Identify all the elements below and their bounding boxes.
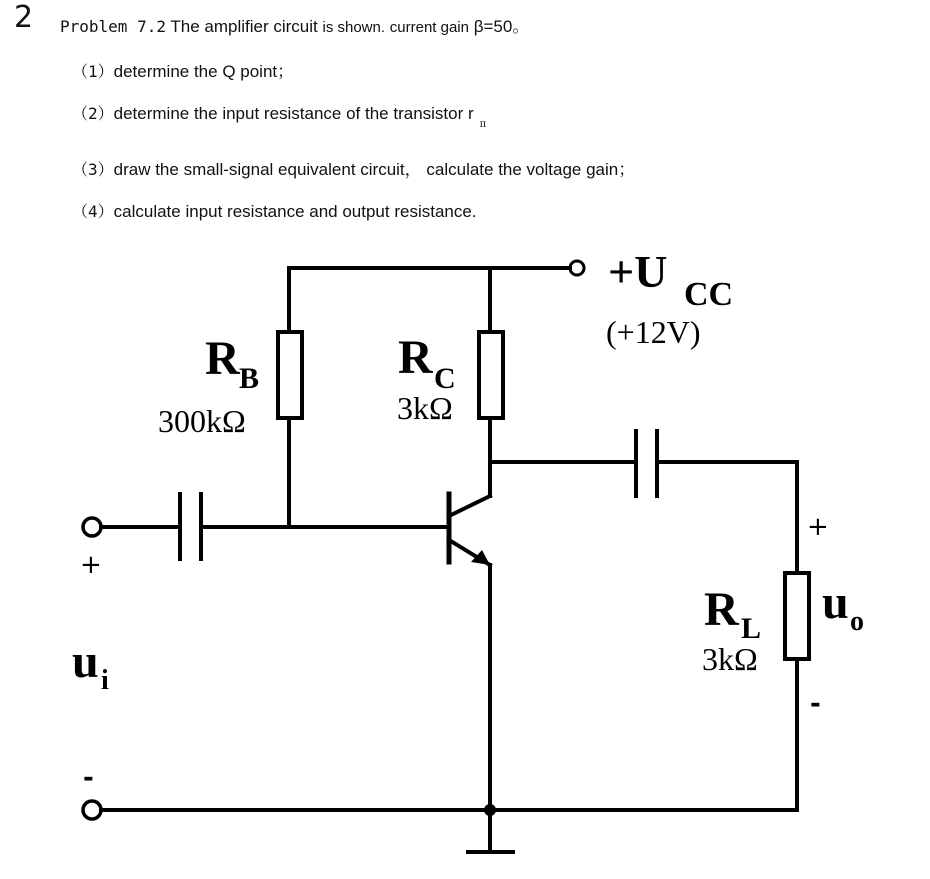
supply-subscript: CC (684, 276, 734, 313)
current-gain-label: current gain (389, 19, 469, 36)
output-plus: + (807, 512, 829, 542)
question-4-index: （4） (72, 202, 114, 221)
rb-resistor (278, 332, 302, 418)
rl-value: 3kΩ (702, 641, 758, 677)
input-terminal-top (83, 518, 101, 536)
problem-is-shown: is shown. (322, 19, 386, 36)
output-voltage-label: u (822, 576, 849, 629)
question-3-index: （3） (72, 160, 114, 179)
supply-label: +U (608, 246, 668, 297)
input-minus: - (83, 763, 94, 793)
problem-intro: The amplifier circuit (170, 17, 318, 36)
input-voltage-subscript: i (101, 665, 109, 696)
input-plus: + (80, 550, 102, 580)
problem-label: Problem 7.2 (60, 17, 166, 36)
rl-label: R (704, 583, 739, 636)
input-terminal-bottom (83, 801, 101, 819)
rc-resistor (479, 332, 503, 418)
question-2-text: determine the input resistance of the transistor r (113, 104, 474, 123)
beta-value: β=50。 (473, 17, 530, 36)
transistor-collector (449, 496, 490, 516)
rc-value: 3kΩ (397, 390, 453, 426)
rb-subscript: B (239, 362, 260, 395)
rc-subscript: C (434, 362, 456, 395)
question-2-index: （2） (72, 104, 114, 123)
supply-terminal (570, 261, 584, 275)
rl-subscript: L (741, 612, 762, 645)
problem-number: 2 (14, 0, 34, 35)
rb-label: R (205, 332, 240, 385)
question-3-text: draw the small-signal equivalent circuit， calculate the voltage gain； (113, 160, 636, 179)
question-1-index: （1） (72, 62, 114, 81)
rc-label: R (398, 331, 433, 384)
question-1-text: determine the Q point； (113, 62, 295, 81)
output-minus: - (810, 689, 821, 719)
question-4-text: calculate input resistance and output resistance. (113, 202, 477, 221)
input-voltage-label: u (72, 635, 99, 688)
rl-resistor (785, 573, 809, 659)
output-voltage-subscript: o (850, 606, 864, 637)
emitter-arrow (471, 550, 490, 565)
rb-value: 300kΩ (158, 403, 246, 439)
ground-junction-dot (484, 804, 496, 816)
supply-value: (+12V) (606, 314, 701, 350)
question-2-subscript: π (479, 119, 487, 130)
